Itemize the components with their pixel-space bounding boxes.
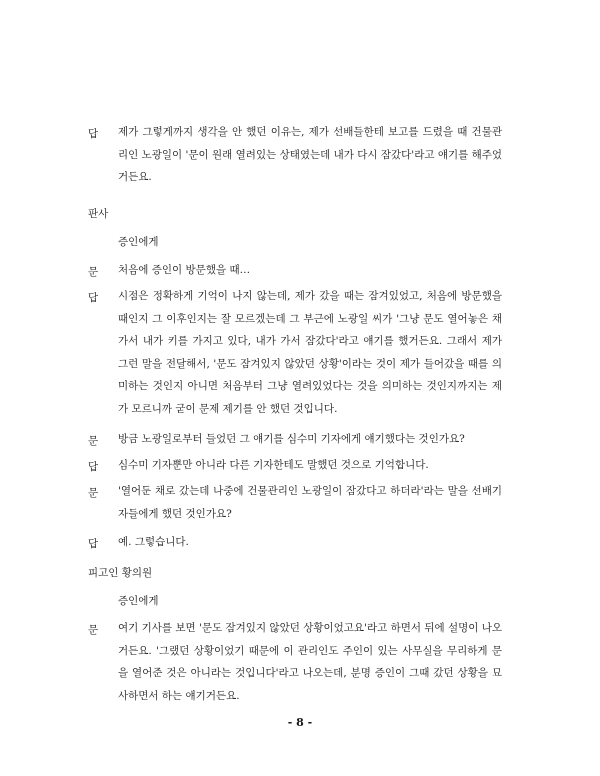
answer-label: 답 — [88, 292, 99, 304]
answer-text: 시점은 정확하게 기억이 나지 않는데, 제가 갔을 때는 잠겨있었고, 처음에 방문했을 때인지 그 이후인지는 잘 모르겠는데 그 부근에 노광일 씨가 '그냥 문도 열어놓은 채 가서 내가 키를 가지고 있다, 내가 가서 잠갔다'라고 얘기를 했거든요. 그래서 제가 그런 말을 전달해서, '문도 잠겨있지 않았던 상황'이라는 것이 제가 들어갔을 때를 의미하는 것인지 아니면 처음부터 그냥 열려있었다는 것을 의미하는 것인지까지는 제가 모르니까 굳이 문제 제기를 안 했던 것입니다. — [118, 290, 502, 415]
judge-heading: 판사 — [88, 208, 109, 220]
page-number: - 8 - — [287, 716, 313, 729]
question-label: 문 — [88, 624, 99, 636]
question-label: 문 — [88, 435, 99, 447]
defendant-heading: 피고인 황의원 — [88, 567, 153, 579]
question-text: 방금 노광일로부터 들었던 그 얘기를 심수미 기자에게 얘기했다는 것인가요? — [118, 433, 465, 445]
to-witness-label: 증인에게 — [118, 236, 159, 248]
answer-label: 답 — [88, 538, 99, 550]
answer-label: 답 — [88, 461, 99, 473]
answer-text: 심수미 기자뿐만 아니라 다른 기자한테도 말했던 것으로 기억합니다. — [118, 459, 429, 471]
question-text: 여기 기사를 보면 '문도 잠겨있지 않았던 상황이었고요'라고 하면서 뒤에 설명이 나오거든요. '그랬던 상황이었기 때문에 이 관리인도 주인이 있는 사무실을 무리하게 문을 열어준 것은 아니라는 것입니다'라고 나오는데, 분명 증인이 그때 갔던 상황을 묘사하면서 하는 얘기거든요. — [118, 622, 503, 702]
question-label: 문 — [88, 266, 99, 278]
question-text: 처음에 증인이 방문했을 때… — [118, 264, 251, 276]
to-witness-label: 증인에게 — [118, 595, 159, 607]
question-label: 문 — [88, 487, 99, 499]
question-text: '열어둔 채로 갔는데 나중에 건물관리인 노광일이 잠갔다고 하더라'라는 말을 선배기자들에게 했던 것인가요? — [118, 485, 502, 520]
answer-text: 제가 그렇게까지 생각을 안 했던 이유는, 제가 선배들한테 보고를 드렸을 때 건물관리인 노광일이 '문이 원래 열려있는 상태였는데 내가 다시 잠갔다'라고 얘기를 해주었거든요. — [118, 126, 503, 183]
answer-label: 답 — [88, 128, 99, 140]
answer-text: 예. 그렇습니다. — [118, 536, 189, 548]
